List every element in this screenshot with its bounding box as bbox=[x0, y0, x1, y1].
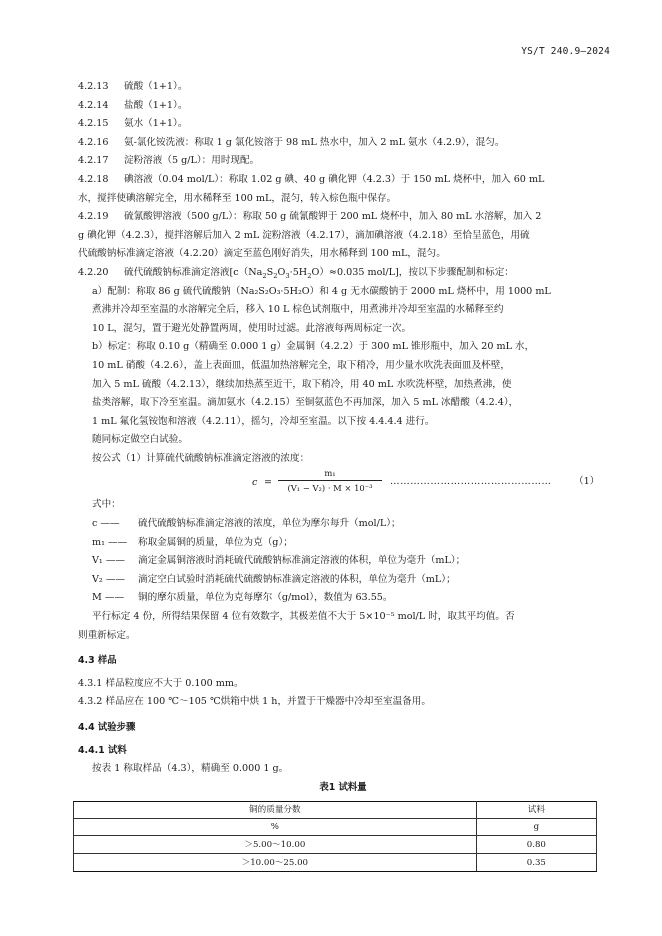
item-number: 4.2.14 bbox=[78, 99, 109, 111]
item-4-2-19-cont1: g 碘化钾（4.2.3），搅拌溶解后加入 2 mL 淀粉溶液（4.2.17），滴加碘溶液（4.2.18）至恰呈蓝色，用硫 bbox=[78, 229, 530, 241]
variable-symbol: m₁ —— bbox=[92, 536, 128, 548]
blank-test-note: 随同标定做空白试验。 bbox=[92, 434, 188, 446]
step-a-line-3: 10 L，混匀，置于避光处静置两周，使用时过滤。此溶液每两周标定一次。 bbox=[92, 322, 412, 334]
item-4-2-17 bbox=[78, 152, 608, 171]
step-a-line-2: 煮沸并冷却至室温的水溶解完全后，移入 10 L 棕色试剂瓶中，用煮沸并冷却至室温的水稀释至约 bbox=[92, 304, 504, 316]
item-4-2-20 bbox=[78, 264, 608, 283]
formula-leader-dots: ………………………………………… bbox=[390, 476, 552, 488]
parallel-note-line-2: 则重新标定。 bbox=[78, 629, 136, 641]
item-text: 样品应在 100 ℃～105 ℃烘箱中烘 1 h，并置于干燥器中冷却至室温备用。 bbox=[105, 696, 431, 708]
variable-desc: 硫代硫酸钠标准滴定溶液的浓度，单位为摩尔每升（mol/L）； bbox=[138, 518, 401, 530]
table-1-title: 表1 试料量 bbox=[319, 781, 367, 793]
item-4-2-13 bbox=[78, 78, 608, 97]
section-number: 4.4 bbox=[78, 722, 95, 733]
formula-intro: 按公式（1）计算硫代硫酸钠标准滴定溶液的浓度： bbox=[92, 452, 310, 464]
item-4-2-19-cont2: 代硫酸钠标准滴定溶液（4.2.20）滴定至蓝色刚好消失，用水稀释到 100 mL，混匀。 bbox=[78, 248, 446, 260]
step-b-line-4: 盐类溶解，取下冷至室温。滴加氨水（4.2.15）至铜氨蓝色不再加深，加入 5 mL 冰醋酸（4.2.4）， bbox=[92, 397, 519, 409]
item-text: 氨水（1+1）。 bbox=[124, 118, 188, 130]
formula-numerator: m₁ bbox=[324, 468, 336, 479]
item-text: 淀粉溶液（5 g/L）：用时现配。 bbox=[124, 155, 260, 167]
item-number: 4.2.16 bbox=[78, 136, 109, 148]
step-b-line-3: 加入 5 mL 硫酸（4.2.13），继续加热蒸至近干，取下稍冷，用 40 mL 水吹洗杯壁，加热煮沸，使 bbox=[92, 378, 512, 390]
item-text: 硫氰酸钾溶液（500 g/L）：称取 50 g 硫氰酸钾于 200 mL 烧杯中，加入 80 mL 水溶解，加入 2 bbox=[124, 211, 542, 223]
section-title: 试验步骤 bbox=[97, 722, 136, 733]
item-number: 4.3.2 bbox=[78, 696, 103, 708]
item-number: 4.3.1 bbox=[78, 677, 103, 689]
item-text: 硫酸（1+1）。 bbox=[124, 81, 188, 92]
table-row bbox=[74, 836, 597, 854]
variable-m1 bbox=[78, 534, 608, 553]
item-4-2-18 bbox=[78, 171, 608, 190]
item-4-2-16 bbox=[78, 134, 608, 153]
para-4-4-1: 按表 1 称取样品（4.3），精确至 0.000 1 g。 bbox=[92, 763, 289, 775]
variable-desc: 滴定金属铜溶液时消耗硫代硫酸钠标准滴定溶液的体积，单位为毫升（mL）； bbox=[138, 555, 466, 567]
item-number: 4.2.13 bbox=[78, 81, 109, 92]
section-number: 4.4.1 bbox=[78, 744, 105, 756]
sample-mass-table bbox=[73, 801, 597, 872]
item-text: 硫代硫酸钠标准滴定溶液[$c(Na_2S_2O_3\cdot 5H_2O)\approx 0.035$ mol/L]，按以下步骤配制和标定： bbox=[124, 266, 514, 280]
item-number: 4.2.18 bbox=[78, 173, 109, 185]
standard-code-header: YS/T 240.9—2024 bbox=[521, 46, 610, 57]
step-b-line-2: 10 mL 硝酸（4.2.6），盖上表面皿，低温加热溶解完全，取下稍冷，用少量水吹洗表面皿及杯壁， bbox=[92, 359, 510, 371]
item-4-2-19 bbox=[78, 208, 608, 227]
formula-equals: = bbox=[264, 477, 273, 489]
item-4-2-18-cont: 水，搅拌使碘溶解完全，用水稀释至 100 mL，混匀，转入棕色瓶中保存。 bbox=[78, 192, 397, 204]
formula-fraction bbox=[278, 467, 382, 494]
cell-mass: 0.35 bbox=[476, 854, 596, 872]
item-4-2-14 bbox=[78, 97, 608, 116]
cell-mass: 0.80 bbox=[476, 836, 596, 854]
variable-desc: 铜的摩尔质量，单位为克每摩尔（g/mol），数值为 63.55。 bbox=[138, 592, 393, 604]
item-text: 碘溶液（0.04 mol/L）：称取 1.02 g 碘、40 g 碘化钾（4.2.3）于 150 mL 烧杯中，加入 60 mL bbox=[124, 173, 545, 185]
variable-symbol: c —— bbox=[92, 518, 120, 530]
variable-symbol: V₁ —— bbox=[92, 555, 126, 567]
where-label: 式中： bbox=[92, 499, 121, 511]
item-number: 4.2.15 bbox=[78, 118, 109, 130]
variable-c bbox=[78, 515, 608, 534]
variable-symbol: M —— bbox=[92, 592, 125, 604]
item-text: 盐酸（1+1）。 bbox=[124, 99, 188, 111]
section-4-4-1-heading bbox=[78, 742, 608, 761]
col-header-copper-fraction: 铜的质量分数 bbox=[74, 802, 477, 819]
step-a-line-1: a）配制：称取 86 g 硫代硫酸钠（Na₂S₂O₃·5H₂O）和 4 g 无水碳酸钠于 2000 mL 烧杯中，用 1000 mL bbox=[92, 285, 551, 297]
section-title: 样品 bbox=[97, 655, 117, 667]
variable-desc: 滴定空白试验时消耗硫代硫酸钠标准滴定溶液的体积，单位为毫升（mL）； bbox=[138, 573, 456, 585]
parallel-note-line-1: 平行标定 4 份，所得结果保留 4 位有效数字，其极差值不大于 5×10⁻⁵ mol/L 时，取其平均值。否 bbox=[92, 611, 515, 623]
section-title: 试料 bbox=[107, 744, 127, 756]
formula-lhs: c bbox=[252, 477, 258, 489]
fraction-bar bbox=[278, 480, 382, 481]
variable-symbol: V₂ —— bbox=[92, 573, 126, 585]
table-row bbox=[74, 854, 597, 872]
table-unit-row bbox=[74, 819, 597, 836]
item-text: 氨-氯化铵洗液：称取 1 g 氯化铵溶于 98 mL 热水中，加入 2 mL 氨水（4.2.9），混匀。 bbox=[124, 136, 505, 148]
variable-v1 bbox=[78, 552, 608, 571]
item-4-3-2 bbox=[78, 693, 608, 712]
step-b-line-5: 1 mL 氟化氢铵饱和溶液（4.2.11），摇匀，冷却至室温。以下按 4.4.4.4 进行。 bbox=[92, 415, 435, 427]
item-text: 样品粒度应不大于 0.100 mm。 bbox=[105, 677, 244, 689]
col-unit-percent: % bbox=[74, 819, 477, 836]
section-4-3-heading bbox=[78, 652, 608, 671]
col-header-sample-mass: 试料 bbox=[476, 802, 596, 819]
formula-number: （1） bbox=[574, 476, 600, 488]
step-b-line-1: b）标定：称取 0.10 g（精确至 0.000 1 g）金属铜（4.2.2）于 300 mL 锥形瓶中，加入 20 mL 水， bbox=[92, 341, 535, 353]
cell-range: ＞5.00～10.00 bbox=[74, 836, 477, 854]
variable-m bbox=[78, 589, 608, 608]
item-number: 4.2.19 bbox=[78, 211, 109, 223]
item-number: 4.2.20 bbox=[78, 266, 109, 278]
col-unit-gram: g bbox=[476, 819, 596, 836]
item-4-2-15 bbox=[78, 115, 608, 134]
section-4-4-heading bbox=[78, 719, 608, 738]
table-header-row bbox=[74, 802, 597, 819]
section-number: 4.3 bbox=[78, 655, 95, 667]
item-number: 4.2.17 bbox=[78, 155, 109, 167]
variable-v2 bbox=[78, 571, 608, 590]
cell-range: ＞10.00～25.00 bbox=[74, 854, 477, 872]
formula-denominator: (V₁ − V₂) · M × 10⁻³ bbox=[287, 483, 373, 494]
formula-1 bbox=[78, 468, 608, 496]
item-4-3-1 bbox=[78, 675, 608, 694]
variable-desc: 称取金属铜的质量，单位为克（g）； bbox=[138, 536, 293, 548]
document-body bbox=[78, 78, 608, 872]
